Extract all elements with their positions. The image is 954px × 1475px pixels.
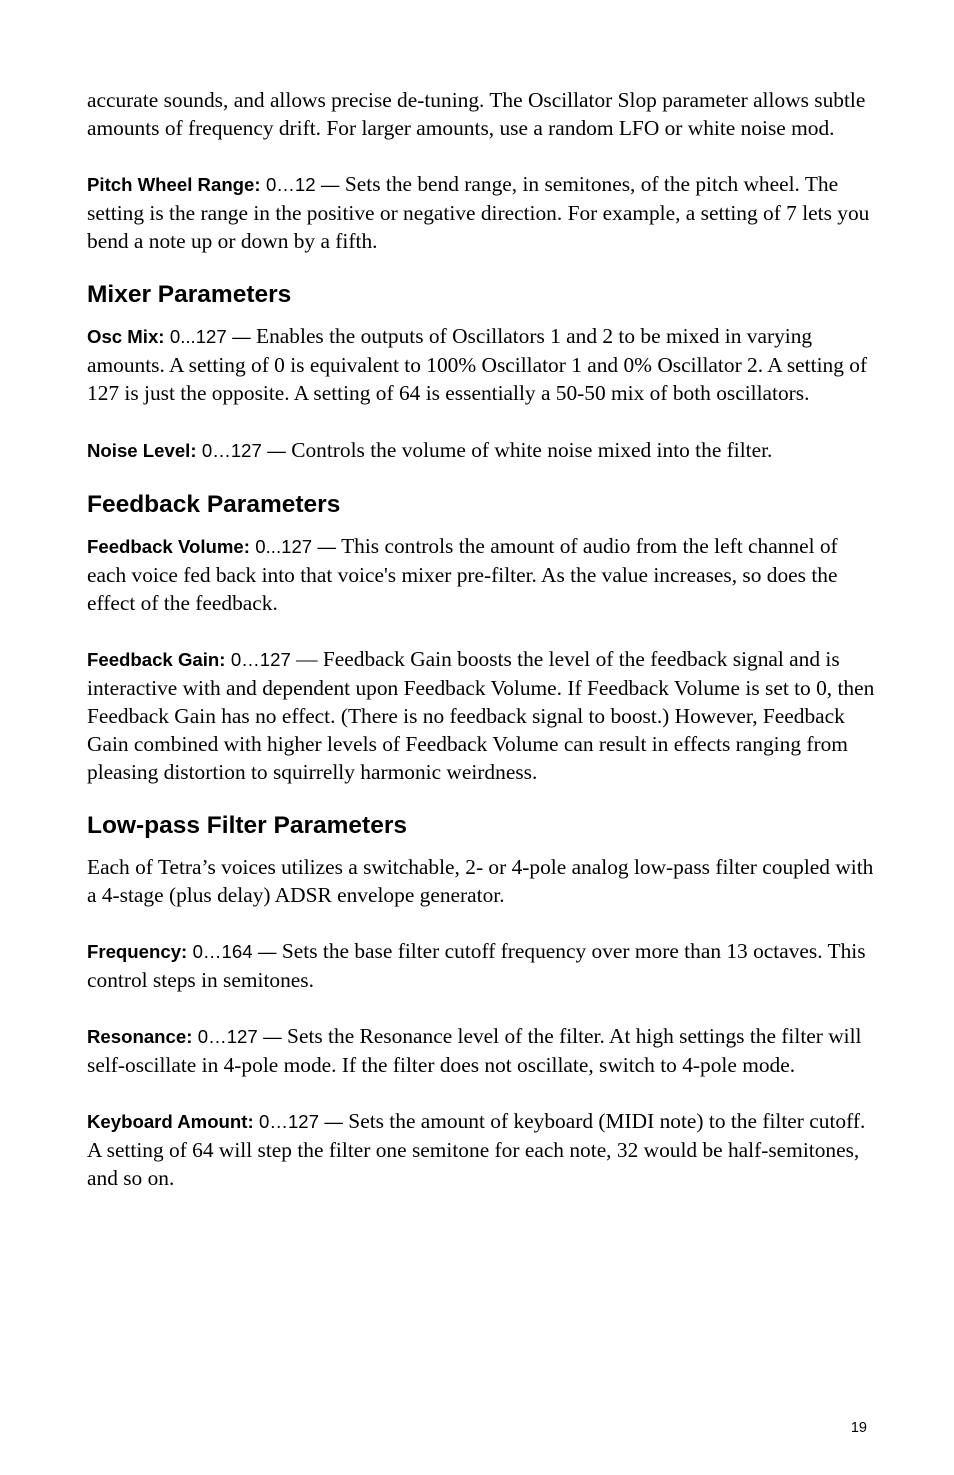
frequency-description: Sets the base filter cutoff frequency over more than 13 octaves. This control steps in semitones. [87, 939, 866, 992]
pitch-wheel-range-paragraph [87, 170, 877, 255]
feedback-volume-range: 0...127 [255, 536, 313, 557]
feedback-gain-paragraph [87, 645, 877, 786]
mixer-parameters-heading: Mixer Parameters [87, 281, 292, 308]
resonance-paragraph [87, 1022, 877, 1079]
intro-paragraph [87, 86, 877, 142]
low-pass-intro-text: Each of Tetra’s voices utilizes a switchable, 2- or 4-pole analog low-pass filter coupled with a 4-stage (plus delay) ADSR envelope generator. [87, 855, 874, 907]
low-pass-filter-parameters-heading: Low-pass Filter Parameters [87, 812, 407, 839]
feedback-gain-term: Feedback Gain: [87, 649, 226, 670]
page-number: 19 [850, 1420, 867, 1436]
feedback-gain-description: Feedback Gain boosts the level of the feedback signal and is interactive with and dependent upon Feedback Volume. If Feedback Volume is set to 0, then Feedback Gain has no effect. (There is no feedback signal to boost.) However, Feedback Gain combined with higher levels of Feedback Volume can result in effects ranging from pleasing distortion to squirrelly harmonic weirdness. [87, 647, 875, 784]
frequency-paragraph [87, 937, 877, 994]
feedback-volume-description: This controls the amount of audio from the left channel of each voice fed back into that voice's mixer pre-filter. As the value increases, so does the effect of the feedback. [87, 534, 838, 615]
document-page [87, 86, 877, 1192]
pitch-wheel-range-description: Sets the bend range, in semitones, of the pitch wheel. The setting is the range in the positive or negative direction. For example, a setting of 7 lets you bend a note up or down by a fifth. [87, 172, 870, 253]
keyboard-amount-dash: — [324, 1111, 343, 1132]
keyboard-amount-paragraph [87, 1107, 877, 1192]
feedback-volume-dash: — [317, 536, 337, 557]
feedback-volume-term: Feedback Volume: [87, 536, 250, 557]
pitch-wheel-range-term: Pitch Wheel Range: [87, 174, 261, 195]
low-pass-intro-paragraph [87, 853, 877, 909]
pitch-wheel-range-dash: — [320, 174, 340, 195]
osc-mix-paragraph [87, 322, 877, 407]
pitch-wheel-range-value: 0…12 [265, 174, 316, 195]
resonance-range: 0…127 [197, 1026, 258, 1047]
osc-mix-description: Enables the outputs of Oscillators 1 and 2 to be mixed in varying amounts. A setting of 0 is equivalent to 100% Oscillator 1 and 0% Oscillator 2. A setting of 127 is just the opposite. A setting of 64 is essentially a 50-50 mix of both oscillators. [87, 324, 868, 405]
resonance-description: Sets the Resonance level of the filter. At high settings the filter will self-oscillate in 4-pole mode. If the filter does not oscillate, switch to 4-pole mode. [87, 1024, 862, 1077]
resonance-dash: — [263, 1026, 282, 1047]
noise-level-dash: — [267, 440, 286, 461]
osc-mix-range: 0...127 [169, 326, 227, 347]
noise-level-paragraph [87, 436, 877, 465]
feedback-gain-range: 0…127 [230, 649, 291, 670]
intro-text: accurate sounds, and allows precise de-tuning. The Oscillator Slop parameter allows subtle amounts of frequency drift. For larger amounts, use a random LFO or white noise mod. [87, 88, 866, 140]
frequency-dash: — [257, 941, 277, 962]
frequency-term: Frequency: [87, 941, 188, 962]
keyboard-amount-range: 0…127 [259, 1111, 319, 1132]
osc-mix-term: Osc Mix: [87, 326, 165, 347]
feedback-volume-paragraph [87, 532, 877, 617]
frequency-range: 0…164 [192, 941, 253, 962]
noise-level-term: Noise Level: [87, 440, 197, 461]
noise-level-range: 0…127 [201, 440, 262, 461]
feedback-parameters-heading: Feedback Parameters [87, 491, 341, 518]
keyboard-amount-description: Sets the amount of keyboard (MIDI note) to the filter cutoff. A setting of 64 will step the filter one semitone for each note, 32 would be half-semitones, and so on. [87, 1109, 866, 1190]
osc-mix-dash: — [232, 326, 251, 347]
noise-level-description: Controls the volume of white noise mixed into the filter. [291, 438, 773, 462]
keyboard-amount-term: Keyboard Amount: [87, 1111, 254, 1132]
resonance-term: Resonance: [87, 1026, 193, 1047]
feedback-gain-dash: — [296, 647, 318, 671]
